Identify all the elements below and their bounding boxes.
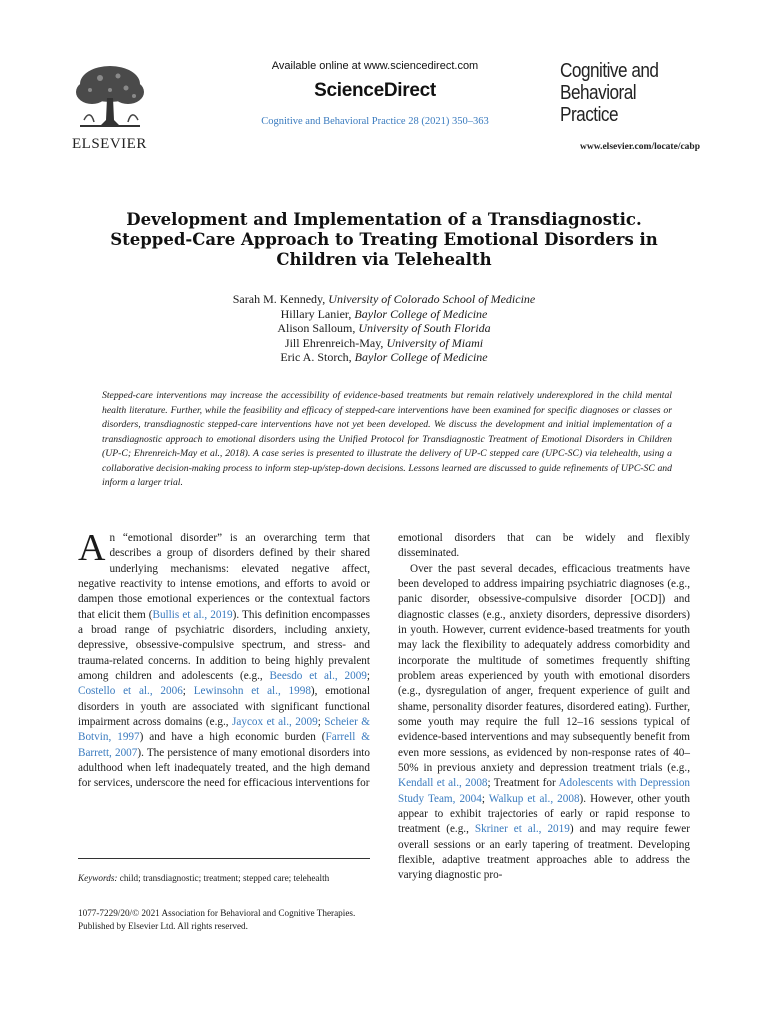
author-line — [84, 307, 684, 322]
platform-name: ScienceDirect — [314, 80, 436, 101]
citation-link[interactable]: Kendall et al., 2008 — [398, 777, 488, 790]
author-name: Eric A. Storch, — [280, 350, 352, 364]
text-run: ; — [481, 792, 489, 805]
text-run: ). This definition encompasses a broad range of psychiatric disorders, including anxiety, depressive, obsessive-compulsive spectrum, and stress- and trauma-related concerns. In addition to being highly prevalent among children and adolescents (e.g., — [78, 608, 370, 682]
copyright-notice: 1077-7229/20/© 2021 Association for Behavioral and Cognitive Therapies. Published by Elsevier Ltd. All rights reserved. — [78, 908, 356, 931]
body-paragraph — [398, 531, 690, 562]
author-affiliation: Baylor College of Medicine — [354, 306, 488, 321]
journal-header — [70, 52, 700, 162]
abstract: Stepped-care interventions may increase the accessibility of evidence-based treatments but remain relatively underexplored in the child mental health literature. Further, while the feasibility and efficacy of stepped-care interventions have been examined for specific diagnoses or classes or disorders, transdiagnostic stepped-care interventions have not yet been developed. We discuss the development and initial implementation of a transdiagnostic approach to emotional disorders using the Unified Protocol for Transdiagnostic Treatment of Emotional Disorders in Children (UP-C; Ehrenreich-May et al., 2018). A case series is presented to illustrate the delivery of UP-C stepped care (UPC-SC) via telehealth, using a collaborative decision-making process to inform step-up/step-down decisions. Lessons learned are discussed to guide refinements of UPC-SC and inform a larger trial. — [102, 390, 672, 488]
title-line: Development and Implementation of a Transdiagnostic. — [126, 210, 642, 229]
body-column-right — [398, 531, 690, 884]
text-run: ). However, other youth appear to exhibit trajectories of early or rapid response to treatment (e.g., — [398, 792, 690, 836]
author-name: Sarah M. Kennedy, — [232, 292, 326, 306]
text-run: ; — [317, 715, 325, 728]
article-title — [80, 210, 688, 270]
author-affiliation: Baylor College of Medicine — [354, 350, 488, 364]
text-run: ) and have a high economic burden ( — [139, 731, 326, 744]
text-run: ; — [182, 685, 194, 698]
journal-logo-line: Behavioral — [560, 82, 637, 104]
body-paragraph — [78, 527, 371, 792]
available-online-text[interactable]: Available online at www.sciencedirect.com — [271, 60, 479, 72]
journal-logo — [560, 60, 680, 126]
journal-logo-line: Practice — [560, 104, 619, 126]
text-run: emotional disorders that can be widely and flexibly disseminated. — [398, 532, 690, 560]
body-column-left — [78, 527, 371, 792]
text-run: n “emotional disorder” is an overarching term that describes a group of disorders defined by their shared underlying mechanisms: elevated negative affect, negative reactivity to intense emotions, and efforts to avoid or dampen those emotional experiences or the contextual factors that elicit them ( — [78, 532, 370, 621]
title-line: Children via Telehealth — [276, 250, 492, 269]
citation-link[interactable]: Lewinsohn et al., 1998 — [193, 685, 311, 698]
author-affiliation: University of Miami — [386, 335, 484, 350]
title-line: Stepped-Care Approach to Treating Emotional Disorders in — [110, 230, 658, 249]
citation-link[interactable]: Jaycox et al., 2009 — [232, 715, 318, 728]
citation-link[interactable]: Scheier & Botvin, 1997 — [78, 715, 371, 744]
citation-link[interactable]: Costello et al., 2006 — [78, 685, 183, 698]
author-line — [84, 321, 684, 336]
citation-link[interactable]: Adolescents with Depression Study Team, 2004 — [398, 777, 691, 805]
author-name: Jill Ehrenreich-May, — [284, 335, 384, 350]
citation-link[interactable]: Walkup et al., 2008 — [488, 792, 580, 805]
author-line — [84, 292, 684, 307]
author-name: Hillary Lanier, — [280, 306, 352, 321]
text-run: ) and may require fewer overall sessions or an early tapering of treatment. Developing flexible, adaptive treatment approaches able to address the varying diagnostic pro- — [398, 823, 690, 882]
text-run: ), emotional disorders in youth are associated with significant functional impairment across domains (e.g., — [78, 685, 370, 728]
citation-link[interactable]: Bullis et al., 2019 — [152, 608, 233, 621]
author-affiliation: University of South Florida — [358, 321, 491, 335]
citation-link[interactable]: Beesdo et al., 2009 — [269, 669, 367, 682]
author-line — [84, 336, 684, 351]
keywords-text: child; transdiagnostic; treatment; stepped care; telehealth — [117, 873, 330, 883]
keywords — [78, 872, 370, 885]
citation-link[interactable]: Skriner et al., 2019 — [474, 823, 570, 836]
text-run: ). The persistence of many emotional disorders into adulthood when left inadequately treated, and the high demand for services, underscore the need for efficacious interventions for — [78, 746, 371, 790]
text-run: ; Treatment for — [487, 777, 559, 790]
journal-url-link[interactable]: www.elsevier.com/locate/cabp — [580, 142, 700, 152]
footnote-divider — [78, 858, 370, 859]
author-name: Alison Salloum, — [277, 321, 356, 335]
elsevier-tree-logo-icon — [70, 62, 150, 150]
citation-link[interactable]: Farrell & Barrett, 2007 — [78, 731, 370, 759]
drop-cap: A — [78, 527, 106, 569]
body-paragraph — [398, 562, 690, 884]
journal-logo-line: Cognitive and — [560, 60, 659, 82]
paragraph-text — [78, 527, 371, 790]
journal-citation-link[interactable]: Cognitive and Behavioral Practice 28 (2021) 350–363 — [261, 116, 489, 127]
text-run: ; — [366, 669, 371, 682]
author-list — [84, 292, 684, 365]
text-run: Over the past several decades, efficacious treatments have been developed to address impairing psychiatric diagnoses (e.g., panic disorder, obsessive-compulsive disorder [OCD]) and diagnostic classes (e.g., anxiety disorders, depressive disorders) in youth. However, current evidence-based treatments for youth may lack the flexibility to adequately address comorbidity and incorporate the multitude of sometimes frequently shifting problem areas experienced by youth with emotional disorders (e.g., dysregulation of anger, frequent experience of guilt and shame, personality disorder features, disordered eating). Further, some youth may require the full 12–16 sessions typical of evidence-based interventions and may subsequently benefit from even more sessions, as evidenced by non-response rates of 40–50% in previous anxiety and depression treatment trials (e.g., — [398, 562, 690, 774]
keywords-label: Keywords: — [78, 873, 118, 883]
publisher-name: ELSEVIER — [72, 136, 147, 152]
author-affiliation: University of Colorado School of Medicine — [328, 292, 536, 306]
author-line — [84, 350, 684, 365]
header-center — [210, 60, 540, 127]
